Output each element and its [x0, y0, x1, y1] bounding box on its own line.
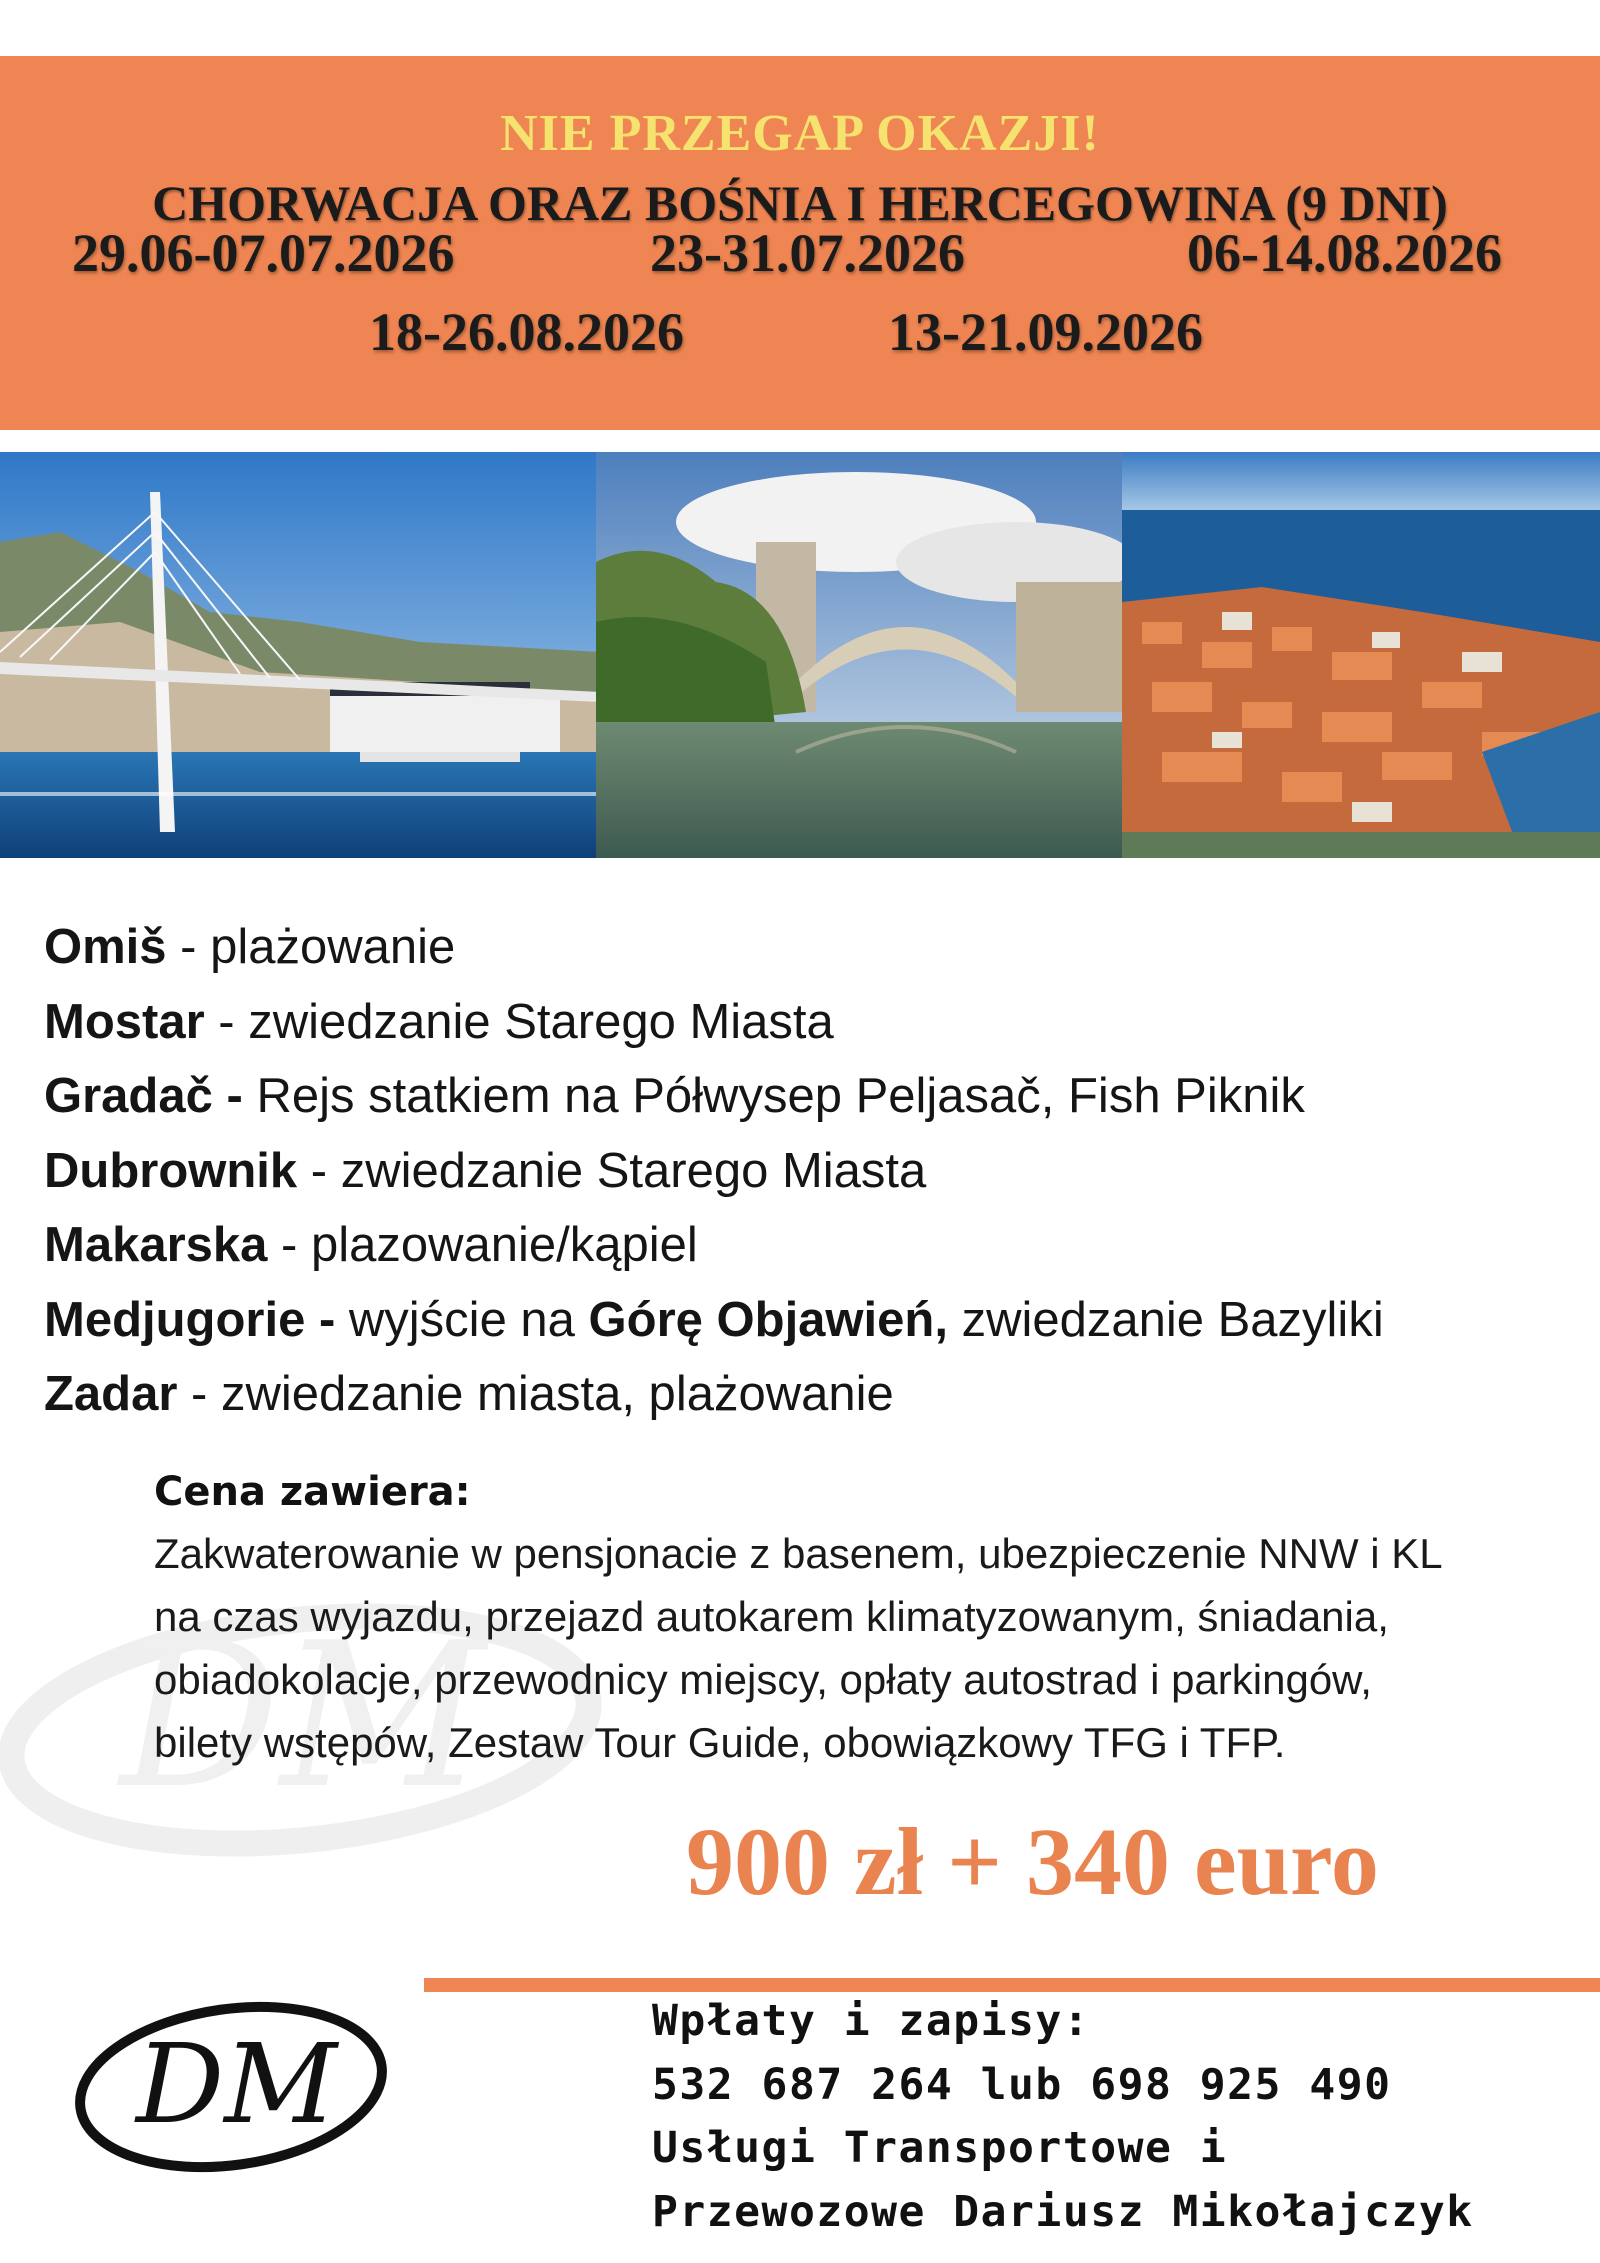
mostar-bridge-photo	[596, 452, 1122, 858]
contact-info	[652, 1990, 1474, 2244]
itinerary-list	[44, 910, 1384, 1432]
itinerary-activity: zwiedzanie Starego Miasta	[340, 1143, 927, 1198]
header-banner	[0, 56, 1600, 430]
trip-date-4: 18-26.08.2026	[369, 302, 684, 362]
itinerary-separator: -	[166, 920, 211, 974]
itinerary-activity: plazowanie/kąpiel	[310, 1218, 698, 1272]
itinerary-activity: zwiedzanie Starego Miasta	[248, 994, 834, 1049]
itinerary-item	[44, 1134, 1384, 1209]
contact-heading: Wpłaty i zapisy:	[652, 1996, 1091, 2046]
trip-title: CHORWACJA ORAZ BOŚNIA I HERCEGOWINA (9 DNI)	[152, 175, 1448, 231]
itinerary-separator	[243, 1069, 257, 1123]
itinerary-item	[44, 1059, 1384, 1134]
itinerary-separator	[335, 1293, 349, 1347]
itinerary-separator: -	[297, 1143, 341, 1198]
itinerary-activity: zwiedzanie Bazyliki	[947, 1292, 1384, 1347]
itinerary-activity: Rejs statkiem na Półwysep Peljasač, Fish Piknik	[256, 1069, 1305, 1123]
contact-phone[interactable]: 532 687 264 lub 698 925 490	[652, 2059, 1392, 2110]
bridge-harbor-photo	[0, 452, 600, 858]
itinerary-separator: -	[204, 994, 249, 1049]
slogan: NIE PRZEGAP OKAZJI!	[500, 105, 1100, 162]
itinerary-item	[44, 1357, 1384, 1432]
itinerary-place: Gradač -	[44, 1069, 243, 1123]
itinerary-place: Mostar	[44, 994, 205, 1049]
price-includes-line: bilety wstępów, Zestaw Tour Guide, obowiązkowy TFG i TFP.	[154, 1719, 1286, 1766]
itinerary-separator: -	[177, 1367, 221, 1421]
itinerary-separator: -	[267, 1218, 311, 1272]
itinerary-place: Zadar	[44, 1367, 178, 1421]
price-includes	[154, 1462, 1574, 1774]
itinerary-activity: plażowanie	[210, 920, 456, 974]
itinerary-place: Omiš	[44, 920, 167, 974]
coastal-town-aerial-photo	[1122, 452, 1600, 858]
itinerary-place: Makarska	[44, 1218, 268, 1272]
company-logo	[70, 1998, 392, 2176]
itinerary-item	[44, 1283, 1384, 1358]
itinerary-item	[44, 910, 1384, 985]
company-name-line: Przewozowe Dariusz Mikołajczyk	[652, 2186, 1474, 2237]
company-name-line: Usługi Transportowe i	[652, 2123, 1228, 2173]
itinerary-highlight: Górę Objawień,	[588, 1292, 948, 1347]
itinerary-item	[44, 985, 1384, 1060]
price-includes-line: obiadokolacje, przewodnicy miejscy, opłaty autostrad i parkingów,	[154, 1656, 1372, 1703]
trip-price: 900 zł + 340 euro	[686, 1808, 1379, 1915]
itinerary-item	[44, 1208, 1384, 1283]
itinerary-place: Dubrownik	[44, 1143, 298, 1198]
price-includes-line: Zakwaterowanie w pensjonacie z basenem, ubezpieczenie NNW i KL	[154, 1530, 1443, 1577]
itinerary-activity: wyjście na	[348, 1292, 589, 1347]
price-includes-line: na czas wyjazdu, przejazd autokarem klimatyzowanym, śniadania,	[154, 1593, 1389, 1640]
itinerary-place: Medjugorie -	[44, 1292, 336, 1347]
trip-date-3: 06-14.08.2026	[1187, 223, 1502, 283]
price-includes-heading: Cena zawiera:	[154, 1469, 471, 1515]
trip-date-5: 13-21.09.2026	[888, 302, 1203, 362]
trip-date-2: 23-31.07.2026	[650, 223, 965, 283]
itinerary-activity: zwiedzanie miasta, plażowanie	[220, 1367, 894, 1421]
logo-text: DM	[136, 2020, 337, 2148]
watermark-mark: DM	[120, 1600, 486, 1833]
trip-date-1: 29.06-07.07.2026	[72, 223, 455, 283]
